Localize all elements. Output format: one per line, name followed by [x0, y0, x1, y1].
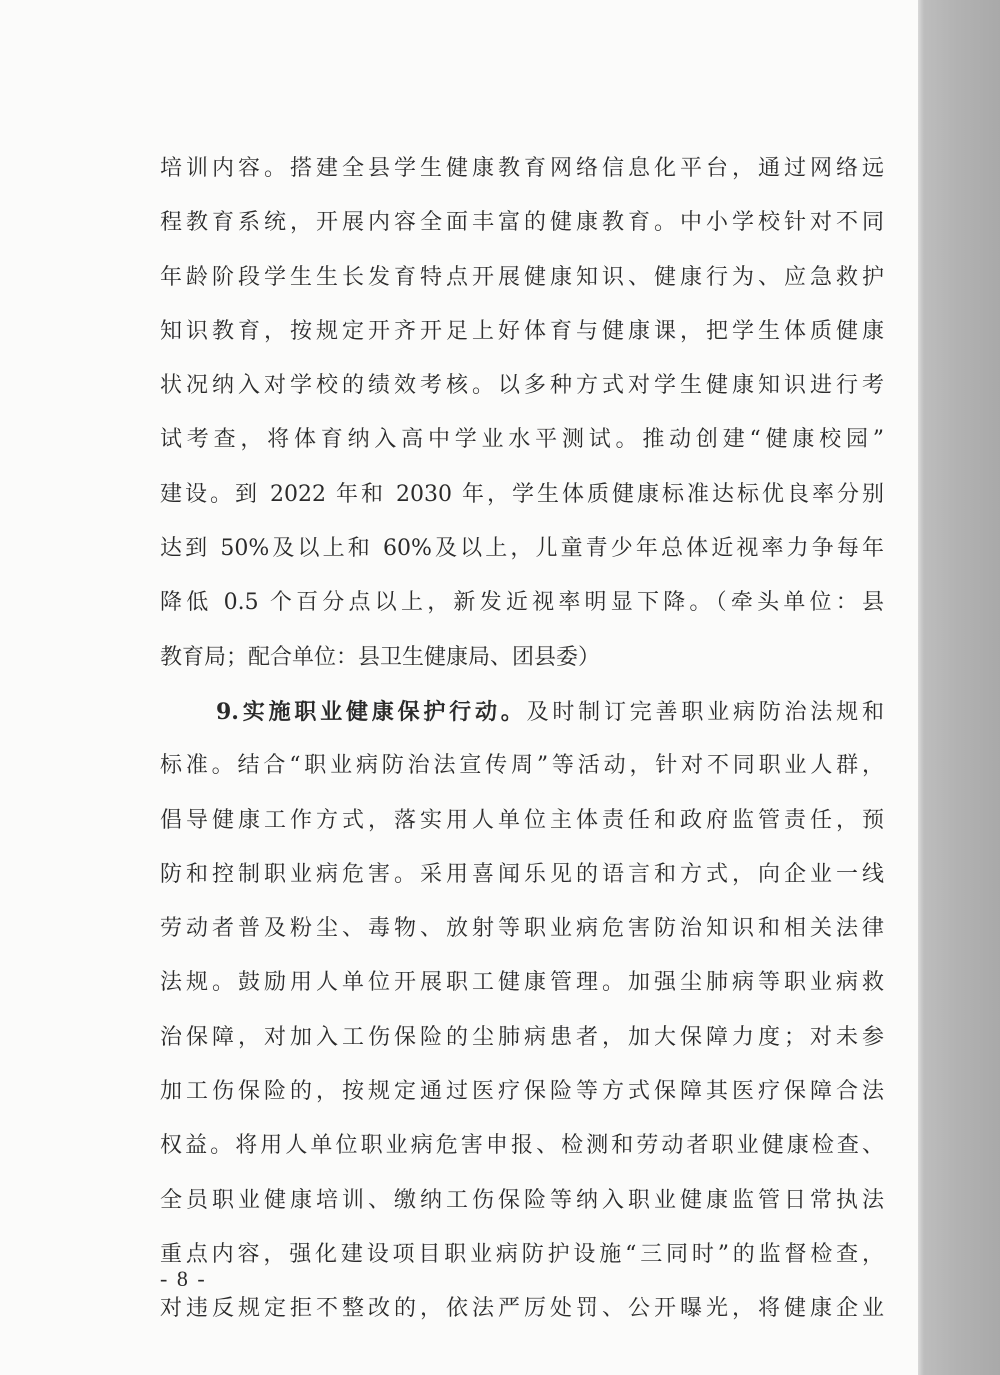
text-line: 程教育系统，开展内容全面丰富的健康教育。中小学校针对不同	[160, 210, 884, 236]
body-text	[160, 142, 884, 1337]
text-line: 防和控制职业病危害。采用喜闻乐见的语言和方式，向企业一线	[160, 861, 884, 887]
text-line: 倡导健康工作方式，落实用人单位主体责任和政府监管责任，预	[160, 807, 884, 833]
section-heading: 9.实施职业健康保护行动。	[216, 698, 527, 725]
text-line: 年龄阶段学生生长发育特点开展健康知识、健康行为、应急救护	[160, 264, 884, 290]
text-line: 劳动者普及粉尘、毒物、放射等职业病危害防治知识和相关法律	[160, 916, 884, 942]
text-line: 对违反规定拒不整改的，依法严厉处罚、公开曝光，将健康企业	[160, 1296, 884, 1322]
text-line: 全员职业健康培训、缴纳工伤保险等纳入职业健康监管日常执法	[160, 1187, 884, 1213]
text-line: 降低 0.5 个百分点以上，新发近视率明显下降。（牵头单位：县	[160, 590, 884, 616]
text-line: 试考查，将体育纳入高中学业水平测试。推动创建“健康校园”	[160, 427, 884, 453]
text-line: 重点内容，强化建设项目职业病防护设施“三同时”的监督检查，	[160, 1241, 884, 1267]
text-line: 加工伤保险的，按规定通过医疗保险等方式保障其医疗保障合法	[160, 1079, 884, 1105]
text-line: 建设。到 2022 年和 2030 年，学生体质健康标准达标优良率分别	[160, 481, 884, 507]
text-line: 标准。结合“职业病防治法宣传周”等活动，针对不同职业人群，	[160, 753, 884, 779]
text-line: 培训内容。搭建全县学生健康教育网络信息化平台，通过网络远	[160, 156, 884, 181]
text-line: 达到 50%及以上和 60%及以上，儿童青少年总体近视率力争每年	[160, 536, 884, 562]
page-number: - 8 -	[160, 1266, 207, 1291]
text-line: 权益。将用人单位职业病危害申报、检测和劳动者职业健康检查、	[160, 1133, 884, 1159]
text-line: 治保障，对加入工伤保险的尘肺病患者，加大保障力度；对未参	[160, 1024, 884, 1050]
text-line: 教育局；配合单位：县卫生健康局、团县委）	[160, 644, 601, 670]
text-line: 知识教育，按规定开齐开足上好体育与健康课，把学生体质健康	[160, 318, 884, 344]
text-line: 状况纳入对学校的绩效考核。以多种方式对学生健康知识进行考	[160, 373, 884, 399]
scan-shadow-edge	[918, 0, 1000, 1375]
section-heading-line	[160, 685, 884, 739]
text-line: 法规。鼓励用人单位开展职工健康管理。加强尘肺病等职业病救	[160, 970, 884, 996]
section-heading-rest: 及时制订完善职业病防治法规和	[526, 699, 884, 725]
